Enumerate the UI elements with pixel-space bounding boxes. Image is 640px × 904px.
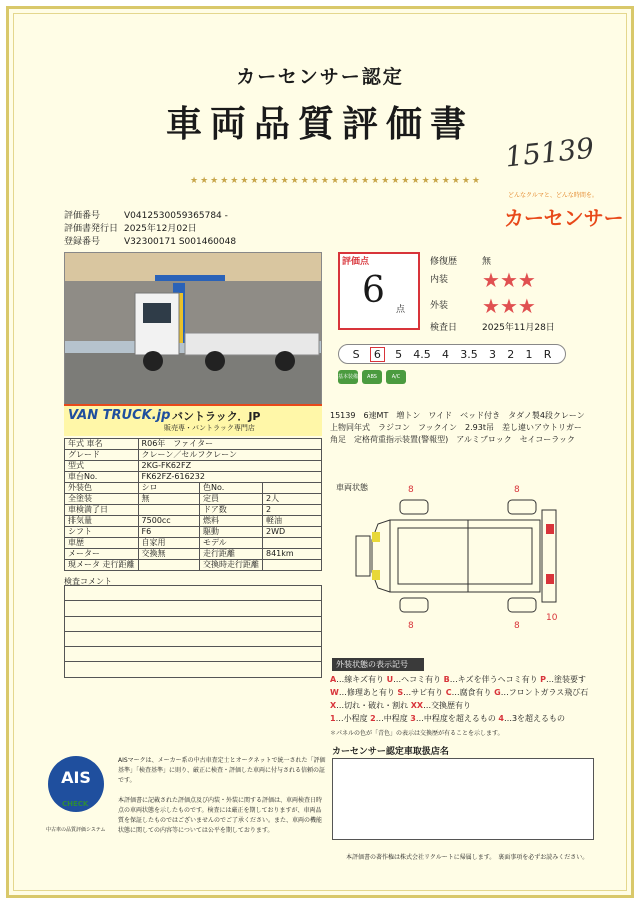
comment-row (65, 647, 322, 662)
meta-row-eval-number: 評価番号 V0412530059365784 - (64, 211, 228, 221)
scale-item: 6 (371, 348, 384, 361)
spec-label: 車台No. (65, 472, 139, 483)
spec-label: 駆動 (200, 527, 263, 538)
rating-repair-history: 修復歴 無 (430, 257, 492, 267)
spec-label: 色No. (200, 483, 263, 494)
carsensor-logo: カーセンサー (504, 206, 624, 230)
ac-badge: A/C (386, 370, 406, 384)
legend-code: A (330, 675, 337, 684)
decorative-star-row: ★★★★★★★★★★★★★★★★★★★★★★★★★★★★★ (190, 176, 482, 186)
ais-paragraph-2: 本評価書に記載された評価点及び内装・外装に関する評価は、車両検査日時点の車両状態を示したものです。検査には厳正を期しておりますが、車両品質を保証したものではございませんのでご了承ください。また、車両の機能状態に関しての内容等については公平を期しております。 (118, 797, 323, 834)
spec-row (65, 527, 322, 538)
spec-label: モデル (200, 538, 263, 549)
vehicle-condition-diagram (338, 480, 568, 632)
diagram-mark: 8 (514, 621, 520, 631)
score-unit: 点 (396, 305, 406, 315)
dealer-logo: VAN TRUCK.jp (68, 408, 171, 423)
spec-label: 車検満了日 (65, 505, 139, 516)
spec-value: 7500cc (138, 516, 199, 527)
handler-label: カーセンサー認定車取扱店名 (332, 747, 449, 757)
equipment-badges (338, 370, 406, 384)
spec-value (138, 560, 199, 571)
legend-code: 3 (410, 714, 416, 723)
legend-text: …3を超えるもの (503, 714, 566, 723)
spec-value (263, 538, 322, 549)
scale-item: R (543, 347, 552, 361)
comment-cell (65, 647, 322, 662)
legend-code: W (330, 688, 339, 697)
handwritten-number: 15139 (503, 131, 596, 174)
legend-code: X (330, 701, 337, 710)
abs-badge: ABS (362, 370, 382, 384)
spec-label: 車歴 (65, 538, 139, 549)
ais-check-icon: CHECK (62, 800, 89, 808)
spec-row (65, 549, 322, 560)
comment-row (65, 631, 322, 646)
comment-cell (65, 586, 322, 601)
basic-equipment-badge: 基本装備 (338, 370, 358, 384)
legend-text: …キズを伴うヘコミ有り (449, 675, 541, 684)
legend-line (330, 674, 586, 685)
footer-note: 本評価書の著作権は株式会社リクルートに帰属します。 裏面事項を必ずお読みください。 (346, 854, 589, 861)
rating-interior: 内装 ★★★ (430, 268, 536, 292)
legend-text: …腐食有り (451, 688, 495, 697)
star-icon: ★ (499, 294, 518, 318)
comment-row (65, 616, 322, 631)
spec-label: メーター (65, 549, 139, 560)
spec-value: シロ (138, 483, 199, 494)
legend-code: G (494, 688, 501, 697)
scale-item: 2 (507, 347, 515, 361)
legend-code: 1 (330, 714, 336, 723)
legend-code: XX (410, 701, 424, 710)
comment-row (65, 601, 322, 616)
spec-value: 無 (138, 494, 199, 505)
legend-line (330, 687, 588, 698)
spec-value: FK62FZ-616232 (138, 472, 321, 483)
spec-label: 年式 車名 (65, 439, 139, 450)
star-icon: ★ (517, 294, 536, 318)
spec-label: 走行距離 (200, 549, 263, 560)
spec-value: クレーン／セルフクレーン (138, 450, 321, 461)
diagram-mark: 8 (408, 621, 414, 631)
comment-cell (65, 631, 322, 646)
legend-text: …塗装要す (546, 675, 587, 684)
score-scale (338, 344, 566, 364)
legend-text: …交換歴有り (423, 701, 472, 710)
star-icon: ★ (482, 294, 500, 318)
diagram-label: 車両状態 (336, 483, 368, 492)
scale-item: 5 (395, 347, 403, 361)
legend-text: …修理あと有り (338, 688, 398, 697)
spec-label: 交換時走行距離 (200, 560, 263, 571)
star-icon: ★ (499, 268, 518, 292)
spec-value: F6 (138, 527, 199, 538)
spec-label: シフト (65, 527, 139, 538)
legend-code: U (386, 675, 394, 684)
spec-value (138, 505, 199, 516)
spec-row (65, 461, 322, 472)
diagram-mark: 10 (546, 613, 558, 623)
legend-text: …ヘコミ有り (393, 675, 444, 684)
spec-row (65, 472, 322, 483)
certificate-subtitle: カーセンサー認定 (236, 66, 404, 88)
spec-value: 2WD (263, 527, 322, 538)
legend-text: …線キズ有り (336, 675, 387, 684)
spec-row (65, 538, 322, 549)
spec-row (65, 516, 322, 527)
legend-code: B (443, 675, 450, 684)
certificate-title: 車両品質評価書 (165, 103, 474, 145)
legend-text: …サビ有り (403, 688, 446, 697)
star-icon: ★ (482, 268, 500, 292)
legend-line (330, 700, 471, 711)
legend-code: C (445, 688, 452, 697)
spec-label: 排気量 (65, 516, 139, 527)
scale-item: S (352, 347, 360, 361)
star-icon: ★ (517, 268, 536, 292)
spec-value: 2KG-FK62FZ (138, 461, 321, 472)
spec-label: 全塗装 (65, 494, 139, 505)
legend-text: …中程度 (375, 714, 411, 723)
comment-table (64, 585, 322, 678)
diagram-mark: 8 (408, 485, 414, 495)
legend-text: …小程度 (335, 714, 371, 723)
score-value: 6 (362, 270, 385, 311)
spec-row (65, 494, 322, 505)
spec-row (65, 560, 322, 571)
comment-label: 検査コメント (64, 577, 112, 586)
score-label: 評価点 (342, 257, 370, 267)
scale-item: 1 (525, 347, 533, 361)
meta-row-issue-date: 評価書発行日 2025年12月02日 (64, 224, 197, 234)
legend-code: 4 (498, 714, 504, 723)
ais-paragraph-1: AISマークは、メーカー系の中古車査定士とオークネットで統一された「評価基準」「検査基準」に則り、厳正に検査・評価した車両に付与される信頼の証です。 (118, 757, 326, 784)
spec-table (64, 438, 322, 571)
spec-label: 定員 (200, 494, 263, 505)
meta-row-registration: 登録番号 V32300171 S001460048 (64, 237, 237, 247)
legend-code: P (540, 675, 547, 684)
spec-label: ドア数 (200, 505, 263, 516)
comment-cell (65, 662, 322, 677)
dealer-sub: 販売専・バントラック専門店 (164, 424, 255, 432)
legend-code: 2 (370, 714, 376, 723)
legend-text: …中程度を超えるもの (415, 714, 499, 723)
rating-exterior: 外装 ★★★ (430, 294, 536, 318)
legend-note: ＊パネルの色が「青色」の表示は交換歴が有ることを示します。 (330, 730, 504, 737)
spec-label: 型式 (65, 461, 139, 472)
diagram-mark: 8 (514, 485, 520, 495)
spec-value: 841km (263, 549, 322, 560)
scale-item: 4 (442, 347, 450, 361)
legend-text: …切れ・破れ・割れ (336, 701, 411, 710)
spec-value: 2人 (263, 494, 322, 505)
spec-row (65, 439, 322, 450)
scale-item: 4.5 (413, 347, 431, 361)
spec-value (263, 560, 322, 571)
vehicle-description: 15139 6速MT 増トン ワイド ベッド付き タダノ製4段クレーン 上物同年式 ラジコン フックイン 2.93t吊 差し違いアウトリガー 角足 定格荷重指示装置(警報型) アルミブロック セイコーラック (330, 411, 593, 444)
dealer-name: バントラック．JP (172, 410, 261, 423)
comment-row (65, 586, 322, 601)
legend-title: 外装状態の表示記号 (332, 658, 424, 671)
legend-line (330, 713, 565, 724)
spec-label: 外装色 (65, 483, 139, 494)
scale-item: 3 (489, 347, 496, 361)
comment-cell (65, 616, 322, 631)
spec-value: 軽油 (263, 516, 322, 527)
rating-inspection-date: 検査日 2025年11月28日 (430, 323, 555, 333)
spec-value: R06年 ファイター (138, 439, 321, 450)
handler-box (332, 758, 594, 840)
comment-row (65, 662, 322, 677)
spec-row (65, 483, 322, 494)
scale-item: 3.5 (460, 347, 478, 361)
ais-org: 中古車の品質評価システム (46, 827, 106, 833)
ais-logo: AIS (48, 756, 104, 812)
brand-tagline: どんなクルマと、どんな時間を。 (508, 192, 598, 199)
spec-label: 現メータ 走行距離 (65, 560, 139, 571)
spec-value (263, 483, 322, 494)
spec-row (65, 505, 322, 516)
spec-value: 2 (263, 505, 322, 516)
comment-cell (65, 601, 322, 616)
dealer-banner (64, 404, 322, 436)
spec-value: 交換無 (138, 549, 199, 560)
spec-value: 自家用 (138, 538, 199, 549)
spec-row (65, 450, 322, 461)
spec-label: グレード (65, 450, 139, 461)
spec-label: 燃料 (200, 516, 263, 527)
legend-code: S (397, 688, 404, 697)
legend-text: …フロントガラス飛び石 (500, 688, 589, 697)
